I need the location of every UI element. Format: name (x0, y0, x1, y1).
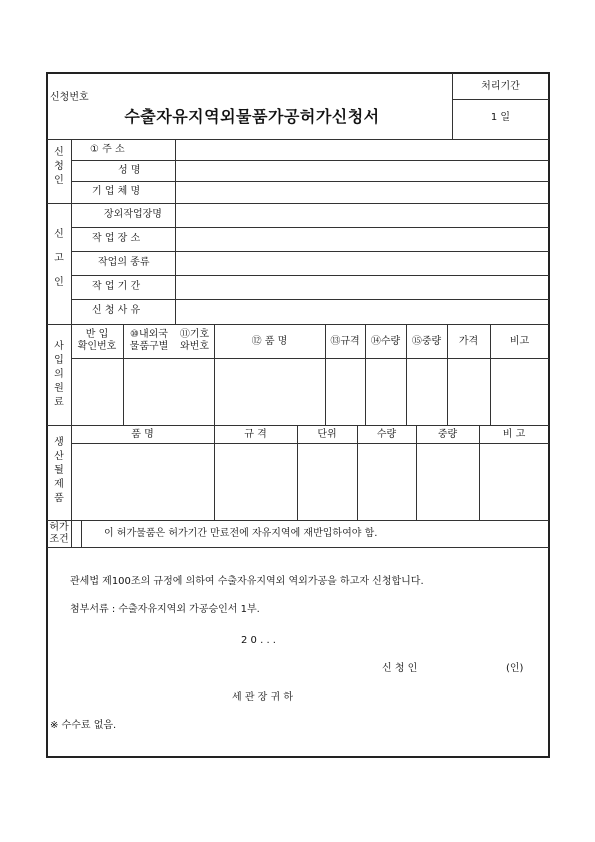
material-header-item: ⑫ 품 명 (251, 336, 288, 347)
materials-section-label: 사 입 의 원 료 (54, 341, 64, 408)
condition-section-label: 허가 조건 (49, 522, 69, 545)
application-number-label: 신청번호 (50, 92, 89, 103)
material-header-entry-no: 반 입 확인번호 (77, 329, 117, 352)
condition-text: 이 허가물품은 허가기간 만료전에 자유지역에 재반입하여야 함. (104, 528, 378, 539)
material-header-weight: ⑮중량 (411, 336, 442, 347)
address-label: ① 주 소 (90, 144, 125, 155)
form-title: 수출자유지역외물품가공허가신청서 (124, 107, 380, 126)
outside-workplace-label: 장외작업장명 (104, 209, 162, 220)
seal-mark: (인) (506, 663, 524, 674)
material-header-price: 가격 (458, 336, 479, 347)
company-label: 기 업 체 명 (92, 186, 141, 197)
statement-body: 관세법 제100조의 규정에 의하여 수출자유지역외 역외가공을 하고자 신청합니다. (70, 576, 424, 587)
fee-footnote: ※ 수수료 없음. (50, 720, 117, 731)
products-section-label: 생 산 될 제 품 (54, 437, 64, 504)
product-header-weight: 중량 (437, 429, 458, 440)
name-label: 성 명 (118, 165, 141, 176)
material-header-qty: ⑭수량 (370, 336, 401, 347)
product-header-spec: 규 격 (244, 429, 267, 440)
reason-label: 신 청 사 유 (92, 305, 141, 316)
addressee: 세 관 장 귀 하 (232, 692, 294, 703)
product-header-unit: 단위 (317, 429, 337, 440)
applicant-signature-label: 신 청 인 (382, 663, 418, 674)
workplace-label: 작 업 장 소 (92, 233, 141, 244)
processing-period-label: 처리기간 (481, 81, 520, 92)
applicant-section-label: 신 청 인 (54, 147, 64, 186)
work-type-label: 작업의 종류 (98, 257, 150, 268)
product-header-item: 품 명 (131, 429, 154, 440)
report-section-label: 신 고 인 (54, 229, 64, 288)
date-line: 2 0 . . . (241, 635, 276, 646)
material-header-origin: ⑩내외국 물품구별 (129, 329, 169, 352)
product-header-qty: 수량 (376, 429, 397, 440)
material-header-note: 비고 (509, 336, 530, 347)
material-header-symbol: ⑪기호 와번호 (179, 329, 210, 352)
work-period-label: 작 업 기 간 (92, 281, 141, 292)
attachment-note: 첨부서류 : 수출자유지역외 가공승인서 1부. (70, 604, 260, 615)
material-header-spec: ⑬규격 (330, 336, 360, 347)
product-header-note: 비 고 (502, 429, 526, 440)
processing-period-value: 1 일 (490, 112, 511, 123)
